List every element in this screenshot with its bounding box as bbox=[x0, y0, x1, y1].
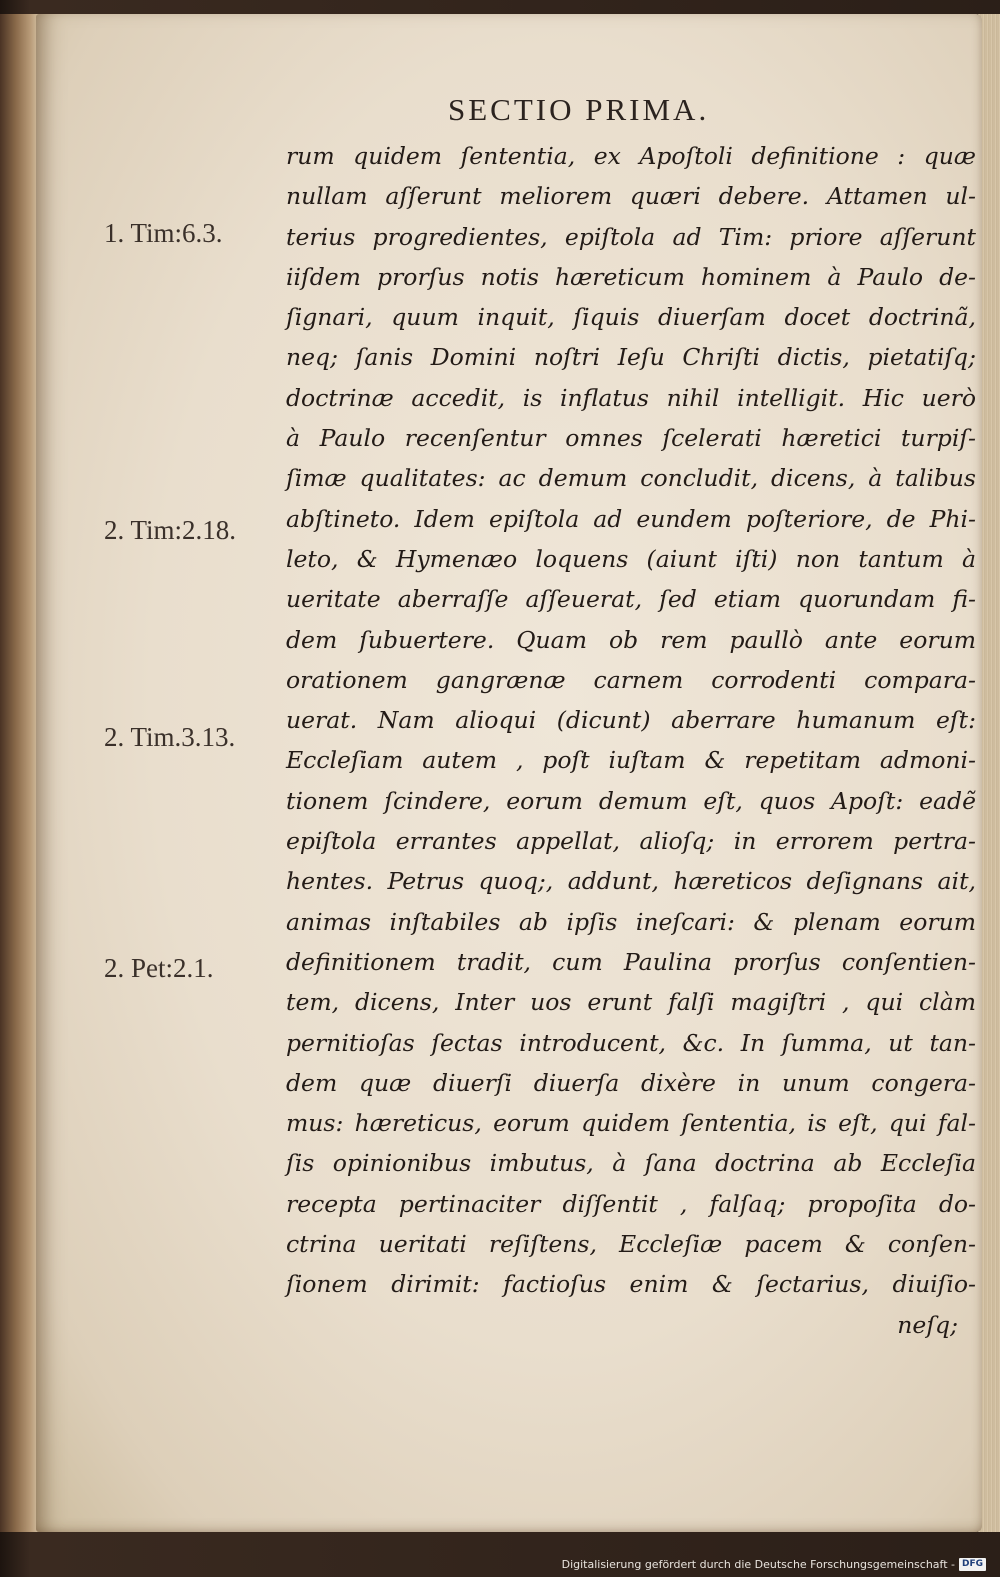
text-line: definitionem tradit, cum Paulina prorſus conſentien- bbox=[286, 947, 976, 976]
text-line: dem quæ diuerſi diuerſa dixère in unum congera- bbox=[286, 1068, 976, 1097]
credit-text: Digitalisierung gefördert durch die Deutsche Forschungsgemeinschaft - bbox=[561, 1558, 955, 1571]
text-line: orationem gangrænæ carnem corrodenti compara- bbox=[286, 665, 976, 694]
text-line: Eccleſiam autem , poſt iuſtam & repetitam admoni- bbox=[286, 746, 976, 775]
text-line: ſignari, quum inquit, ſiquis diuerſam docet doctrinã, bbox=[286, 303, 976, 332]
digitization-credit bbox=[562, 1558, 986, 1571]
margin-note: 1. Tim:6.3. bbox=[104, 218, 223, 248]
text-line: tionem ſcindere, eorum demum eſt, quos Apoſt: eadẽ bbox=[286, 786, 976, 815]
text-line: à Paulo recenſentur omnes ſcelerati hæretici turpiſ- bbox=[286, 424, 976, 453]
text-line: mus: hæreticus, eorum quidem ſententia, is eſt, qui fal- bbox=[286, 1109, 976, 1138]
text-line: leto, & Hymenæo loquens (aiunt iſti) non tantum à bbox=[286, 544, 976, 573]
book-spine-edge bbox=[0, 14, 40, 1532]
text-line: epiſtola errantes appellat, alioſq; in errorem pertra- bbox=[286, 827, 976, 856]
text-line: rum quidem ſententia, ex Apoſtoli definitione : quæ bbox=[286, 142, 976, 170]
text-line: iiſdem prorſus notis hæreticum hominem à Paulo de- bbox=[286, 262, 976, 291]
text-line: recepta pertinaciter diſſentit , falſaq; propoſita do- bbox=[286, 1189, 976, 1218]
text-line: tem, dicens, Inter uos erunt falſi magiſtri , qui clàm bbox=[286, 988, 976, 1017]
catchword: neſq; bbox=[897, 1310, 958, 1339]
text-line: uerat. Nam alioqui (dicunt) aberrare humanum eſt: bbox=[286, 706, 976, 735]
text-line: ueritate aberraſſe aſſeuerat, ſed etiam quorundam fi- bbox=[286, 585, 976, 614]
text-line: neq; ſanis Domini noſtri Ieſu Chriſti dictis, pietatiſq; bbox=[286, 343, 976, 372]
text-line: animas inſtabiles ab ipſis ineſcari: & plenam eorum bbox=[286, 907, 976, 936]
margin-note: 2. Tim.3.13. bbox=[104, 722, 236, 752]
running-head: SECTIO PRIMA. bbox=[448, 92, 710, 127]
text-line: ſionem dirimit: factioſus enim & ſectarius, diuiſio- bbox=[286, 1270, 976, 1299]
text-line: hentes. Petrus quoq;, addunt, hæreticos deſignans ait, bbox=[286, 867, 976, 896]
text-line: pernitioſas ſectas introducent, &c. In ſumma, ut tan- bbox=[286, 1028, 976, 1057]
body-text bbox=[286, 136, 976, 1345]
text-line: terius progredientes, epiſtola ad Tim: priore aſſerunt bbox=[286, 222, 976, 251]
text-line: ctrina ueritati reſiſtens, Eccleſiæ pacem & conſen- bbox=[286, 1230, 976, 1259]
margin-note: 2. Pet:2.1. bbox=[104, 953, 214, 983]
margin-note: 2. Tim:2.18. bbox=[104, 515, 237, 545]
text-line: ſimæ qualitates: ac demum concludit, dicens, à talibus bbox=[286, 464, 976, 493]
dfg-logo: DFG bbox=[959, 1558, 986, 1571]
text-line: abſtineto. Idem epiſtola ad eundem poſteriore, de Phi- bbox=[286, 504, 976, 533]
text-line: dem ſubuertere. Quam ob rem paullò ante eorum bbox=[286, 625, 976, 654]
text-line: doctrinæ accedit, is inflatus nihil intelligit. Hic uerò bbox=[286, 383, 976, 412]
text-line: ſis opinionibus imbutus, à ſana doctrina ab Eccleſia bbox=[286, 1149, 976, 1178]
text-line: nullam aſſerunt meliorem quæri debere. Attamen ul- bbox=[286, 182, 976, 211]
